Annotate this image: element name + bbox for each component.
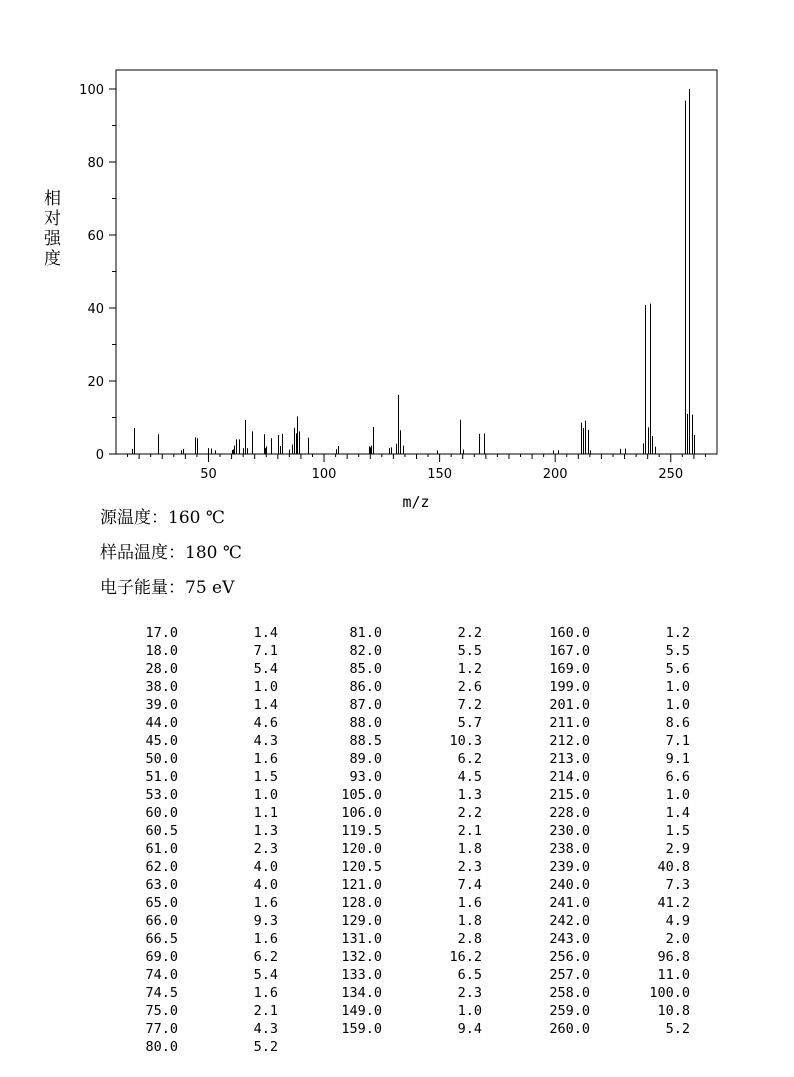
table-cell: 6.2 — [457, 751, 482, 767]
table-cell: 1.0 — [665, 679, 690, 695]
table-cell: 63.0 — [145, 877, 178, 893]
x-axis-label: m/z — [402, 493, 430, 511]
table-cell: 2.3 — [457, 859, 482, 875]
table-cell: 1.4 — [665, 805, 690, 821]
spectrum-peaks — [133, 89, 695, 454]
table-cell: 1.6 — [253, 895, 278, 911]
table-cell: 96.8 — [657, 949, 690, 965]
table-cell: 7.2 — [457, 697, 482, 713]
table-cell: 105.0 — [341, 787, 382, 803]
table-cell: 121.0 — [341, 877, 382, 893]
table-cell: 1.0 — [457, 1003, 482, 1019]
table-cell: 238.0 — [549, 841, 590, 857]
table-cell: 131.0 — [341, 931, 382, 947]
table-cell: 215.0 — [549, 787, 590, 803]
sample-temperature: 样品温度：180 ℃ — [100, 543, 242, 563]
table-cell: 6.5 — [457, 967, 482, 983]
y-tick-label: 0 — [95, 448, 104, 463]
table-cell: 1.0 — [665, 787, 690, 803]
table-cell: 4.0 — [253, 877, 278, 893]
table-cell: 2.0 — [665, 931, 690, 947]
table-cell: 80.0 — [145, 1039, 178, 1055]
table-cell: 6.2 — [253, 949, 278, 965]
table-cell: 2.6 — [457, 679, 482, 695]
y-tick-label: 40 — [87, 302, 104, 317]
table-cell: 7.1 — [253, 643, 278, 659]
table-cell: 38.0 — [145, 679, 178, 695]
table-cell: 17.0 — [145, 625, 178, 641]
table-cell: 201.0 — [549, 697, 590, 713]
table-cell: 119.5 — [341, 823, 382, 839]
col-mz-3 — [510, 624, 590, 1038]
table-cell: 1.8 — [457, 913, 482, 929]
table-cell: 50.0 — [145, 751, 178, 767]
table-cell: 128.0 — [341, 895, 382, 911]
x-tick-label: 150 — [427, 467, 453, 482]
table-cell: 4.3 — [253, 1021, 278, 1037]
table-cell: 66.5 — [145, 931, 178, 947]
col-intensity-3 — [610, 624, 690, 1038]
table-cell: 214.0 — [549, 769, 590, 785]
table-cell: 28.0 — [145, 661, 178, 677]
table-cell: 40.8 — [657, 859, 690, 875]
table-cell: 39.0 — [145, 697, 178, 713]
table-cell: 1.6 — [457, 895, 482, 911]
y-axis-ticks — [79, 83, 116, 463]
table-cell: 2.3 — [457, 985, 482, 1001]
table-cell: 242.0 — [549, 913, 590, 929]
table-cell: 65.0 — [145, 895, 178, 911]
table-cell: 100.0 — [649, 985, 690, 1001]
x-tick-label: 50 — [200, 467, 217, 482]
y-tick-label: 60 — [87, 229, 104, 244]
table-cell: 74.5 — [145, 985, 178, 1001]
table-cell: 133.0 — [341, 967, 382, 983]
table-cell: 120.5 — [341, 859, 382, 875]
table-cell: 8.6 — [665, 715, 690, 731]
x-tick-label: 250 — [658, 467, 684, 482]
table-cell: 51.0 — [145, 769, 178, 785]
table-cell: 1.8 — [457, 841, 482, 857]
table-cell: 2.9 — [665, 841, 690, 857]
y-tick-label: 80 — [87, 156, 104, 171]
col-mz-1 — [98, 624, 178, 1056]
table-cell: 1.0 — [253, 787, 278, 803]
table-cell: 160.0 — [549, 625, 590, 641]
source-temperature: 源温度：160 ℃ — [100, 508, 225, 528]
table-cell: 86.0 — [349, 679, 382, 695]
electron-energy: 电子能量：75 eV — [100, 578, 235, 598]
table-cell: 169.0 — [549, 661, 590, 677]
table-cell: 258.0 — [549, 985, 590, 1001]
table-cell: 41.2 — [657, 895, 690, 911]
x-tick-label: 200 — [542, 467, 568, 482]
table-cell: 243.0 — [549, 931, 590, 947]
table-cell: 88.5 — [349, 733, 382, 749]
table-cell: 167.0 — [549, 643, 590, 659]
table-cell: 1.6 — [253, 931, 278, 947]
table-cell: 239.0 — [549, 859, 590, 875]
table-cell: 10.8 — [657, 1003, 690, 1019]
table-cell: 159.0 — [341, 1021, 382, 1037]
table-cell: 5.2 — [253, 1039, 278, 1055]
table-cell: 149.0 — [341, 1003, 382, 1019]
table-cell: 132.0 — [341, 949, 382, 965]
table-cell: 4.0 — [253, 859, 278, 875]
mass-spectrum-chart — [0, 0, 794, 511]
table-cell: 1.3 — [253, 823, 278, 839]
x-axis-ticks — [200, 467, 683, 482]
col-intensity-1 — [198, 624, 278, 1056]
table-cell: 4.3 — [253, 733, 278, 749]
table-cell: 1.3 — [457, 787, 482, 803]
table-cell: 60.0 — [145, 805, 178, 821]
table-cell: 77.0 — [145, 1021, 178, 1037]
table-cell: 1.5 — [665, 823, 690, 839]
table-cell: 11.0 — [657, 967, 690, 983]
table-cell: 5.7 — [457, 715, 482, 731]
plot-frame — [116, 70, 717, 454]
y-axis-label-char: 度 — [44, 249, 61, 269]
table-cell: 18.0 — [145, 643, 178, 659]
x-tick-label: 100 — [311, 467, 337, 482]
table-cell: 120.0 — [341, 841, 382, 857]
table-cell: 53.0 — [145, 787, 178, 803]
y-axis-label-char: 相 — [44, 189, 61, 209]
y-tick-label: 20 — [87, 375, 104, 390]
table-cell: 45.0 — [145, 733, 178, 749]
table-cell: 256.0 — [549, 949, 590, 965]
table-cell: 7.3 — [665, 877, 690, 893]
table-cell: 5.2 — [665, 1021, 690, 1037]
table-cell: 88.0 — [349, 715, 382, 731]
table-cell: 10.3 — [449, 733, 482, 749]
table-cell: 129.0 — [341, 913, 382, 929]
table-cell: 9.1 — [665, 751, 690, 767]
table-cell: 74.0 — [145, 967, 178, 983]
table-cell: 1.2 — [665, 625, 690, 641]
table-cell: 228.0 — [549, 805, 590, 821]
y-tick-label: 100 — [79, 83, 104, 98]
y-axis-label-char: 对 — [44, 209, 61, 229]
table-cell: 211.0 — [549, 715, 590, 731]
table-cell: 89.0 — [349, 751, 382, 767]
table-cell: 7.4 — [457, 877, 482, 893]
table-cell: 9.4 — [457, 1021, 482, 1037]
table-cell: 62.0 — [145, 859, 178, 875]
table-cell: 60.5 — [145, 823, 178, 839]
table-cell: 5.4 — [253, 661, 278, 677]
table-cell: 257.0 — [549, 967, 590, 983]
table-cell: 4.9 — [665, 913, 690, 929]
table-cell: 69.0 — [145, 949, 178, 965]
table-cell: 199.0 — [549, 679, 590, 695]
minor-ticks — [128, 454, 706, 462]
table-cell: 240.0 — [549, 877, 590, 893]
table-cell: 106.0 — [341, 805, 382, 821]
table-cell: 1.0 — [253, 679, 278, 695]
table-cell: 4.6 — [253, 715, 278, 731]
table-cell: 1.6 — [253, 985, 278, 1001]
table-cell: 2.2 — [457, 805, 482, 821]
table-cell: 9.3 — [253, 913, 278, 929]
table-cell: 82.0 — [349, 643, 382, 659]
table-cell: 75.0 — [145, 1003, 178, 1019]
table-cell: 134.0 — [341, 985, 382, 1001]
table-cell: 212.0 — [549, 733, 590, 749]
col-mz-2 — [302, 624, 382, 1038]
table-cell: 6.6 — [665, 769, 690, 785]
table-cell: 81.0 — [349, 625, 382, 641]
table-cell: 16.2 — [449, 949, 482, 965]
y-axis-label-char: 强 — [44, 229, 61, 249]
table-cell: 1.0 — [665, 697, 690, 713]
table-cell: 2.2 — [457, 625, 482, 641]
table-cell: 85.0 — [349, 661, 382, 677]
table-cell: 4.5 — [457, 769, 482, 785]
table-cell: 61.0 — [145, 841, 178, 857]
table-cell: 241.0 — [549, 895, 590, 911]
table-cell: 93.0 — [349, 769, 382, 785]
table-cell: 66.0 — [145, 913, 178, 929]
table-cell: 260.0 — [549, 1021, 590, 1037]
table-cell: 2.1 — [457, 823, 482, 839]
y-axis-label — [44, 189, 62, 269]
table-cell: 5.5 — [457, 643, 482, 659]
table-cell: 213.0 — [549, 751, 590, 767]
table-cell: 44.0 — [145, 715, 178, 731]
table-cell: 1.6 — [253, 751, 278, 767]
table-cell: 1.5 — [253, 769, 278, 785]
table-cell: 1.1 — [253, 805, 278, 821]
table-cell: 2.1 — [253, 1003, 278, 1019]
table-cell: 5.5 — [665, 643, 690, 659]
table-cell: 87.0 — [349, 697, 382, 713]
table-cell: 259.0 — [549, 1003, 590, 1019]
table-cell: 5.6 — [665, 661, 690, 677]
col-intensity-2 — [402, 624, 482, 1038]
table-cell: 1.4 — [253, 697, 278, 713]
table-cell: 2.8 — [457, 931, 482, 947]
table-cell: 230.0 — [549, 823, 590, 839]
table-cell: 7.1 — [665, 733, 690, 749]
table-cell: 5.4 — [253, 967, 278, 983]
table-cell: 1.4 — [253, 625, 278, 641]
table-cell: 2.3 — [253, 841, 278, 857]
table-cell: 1.2 — [457, 661, 482, 677]
